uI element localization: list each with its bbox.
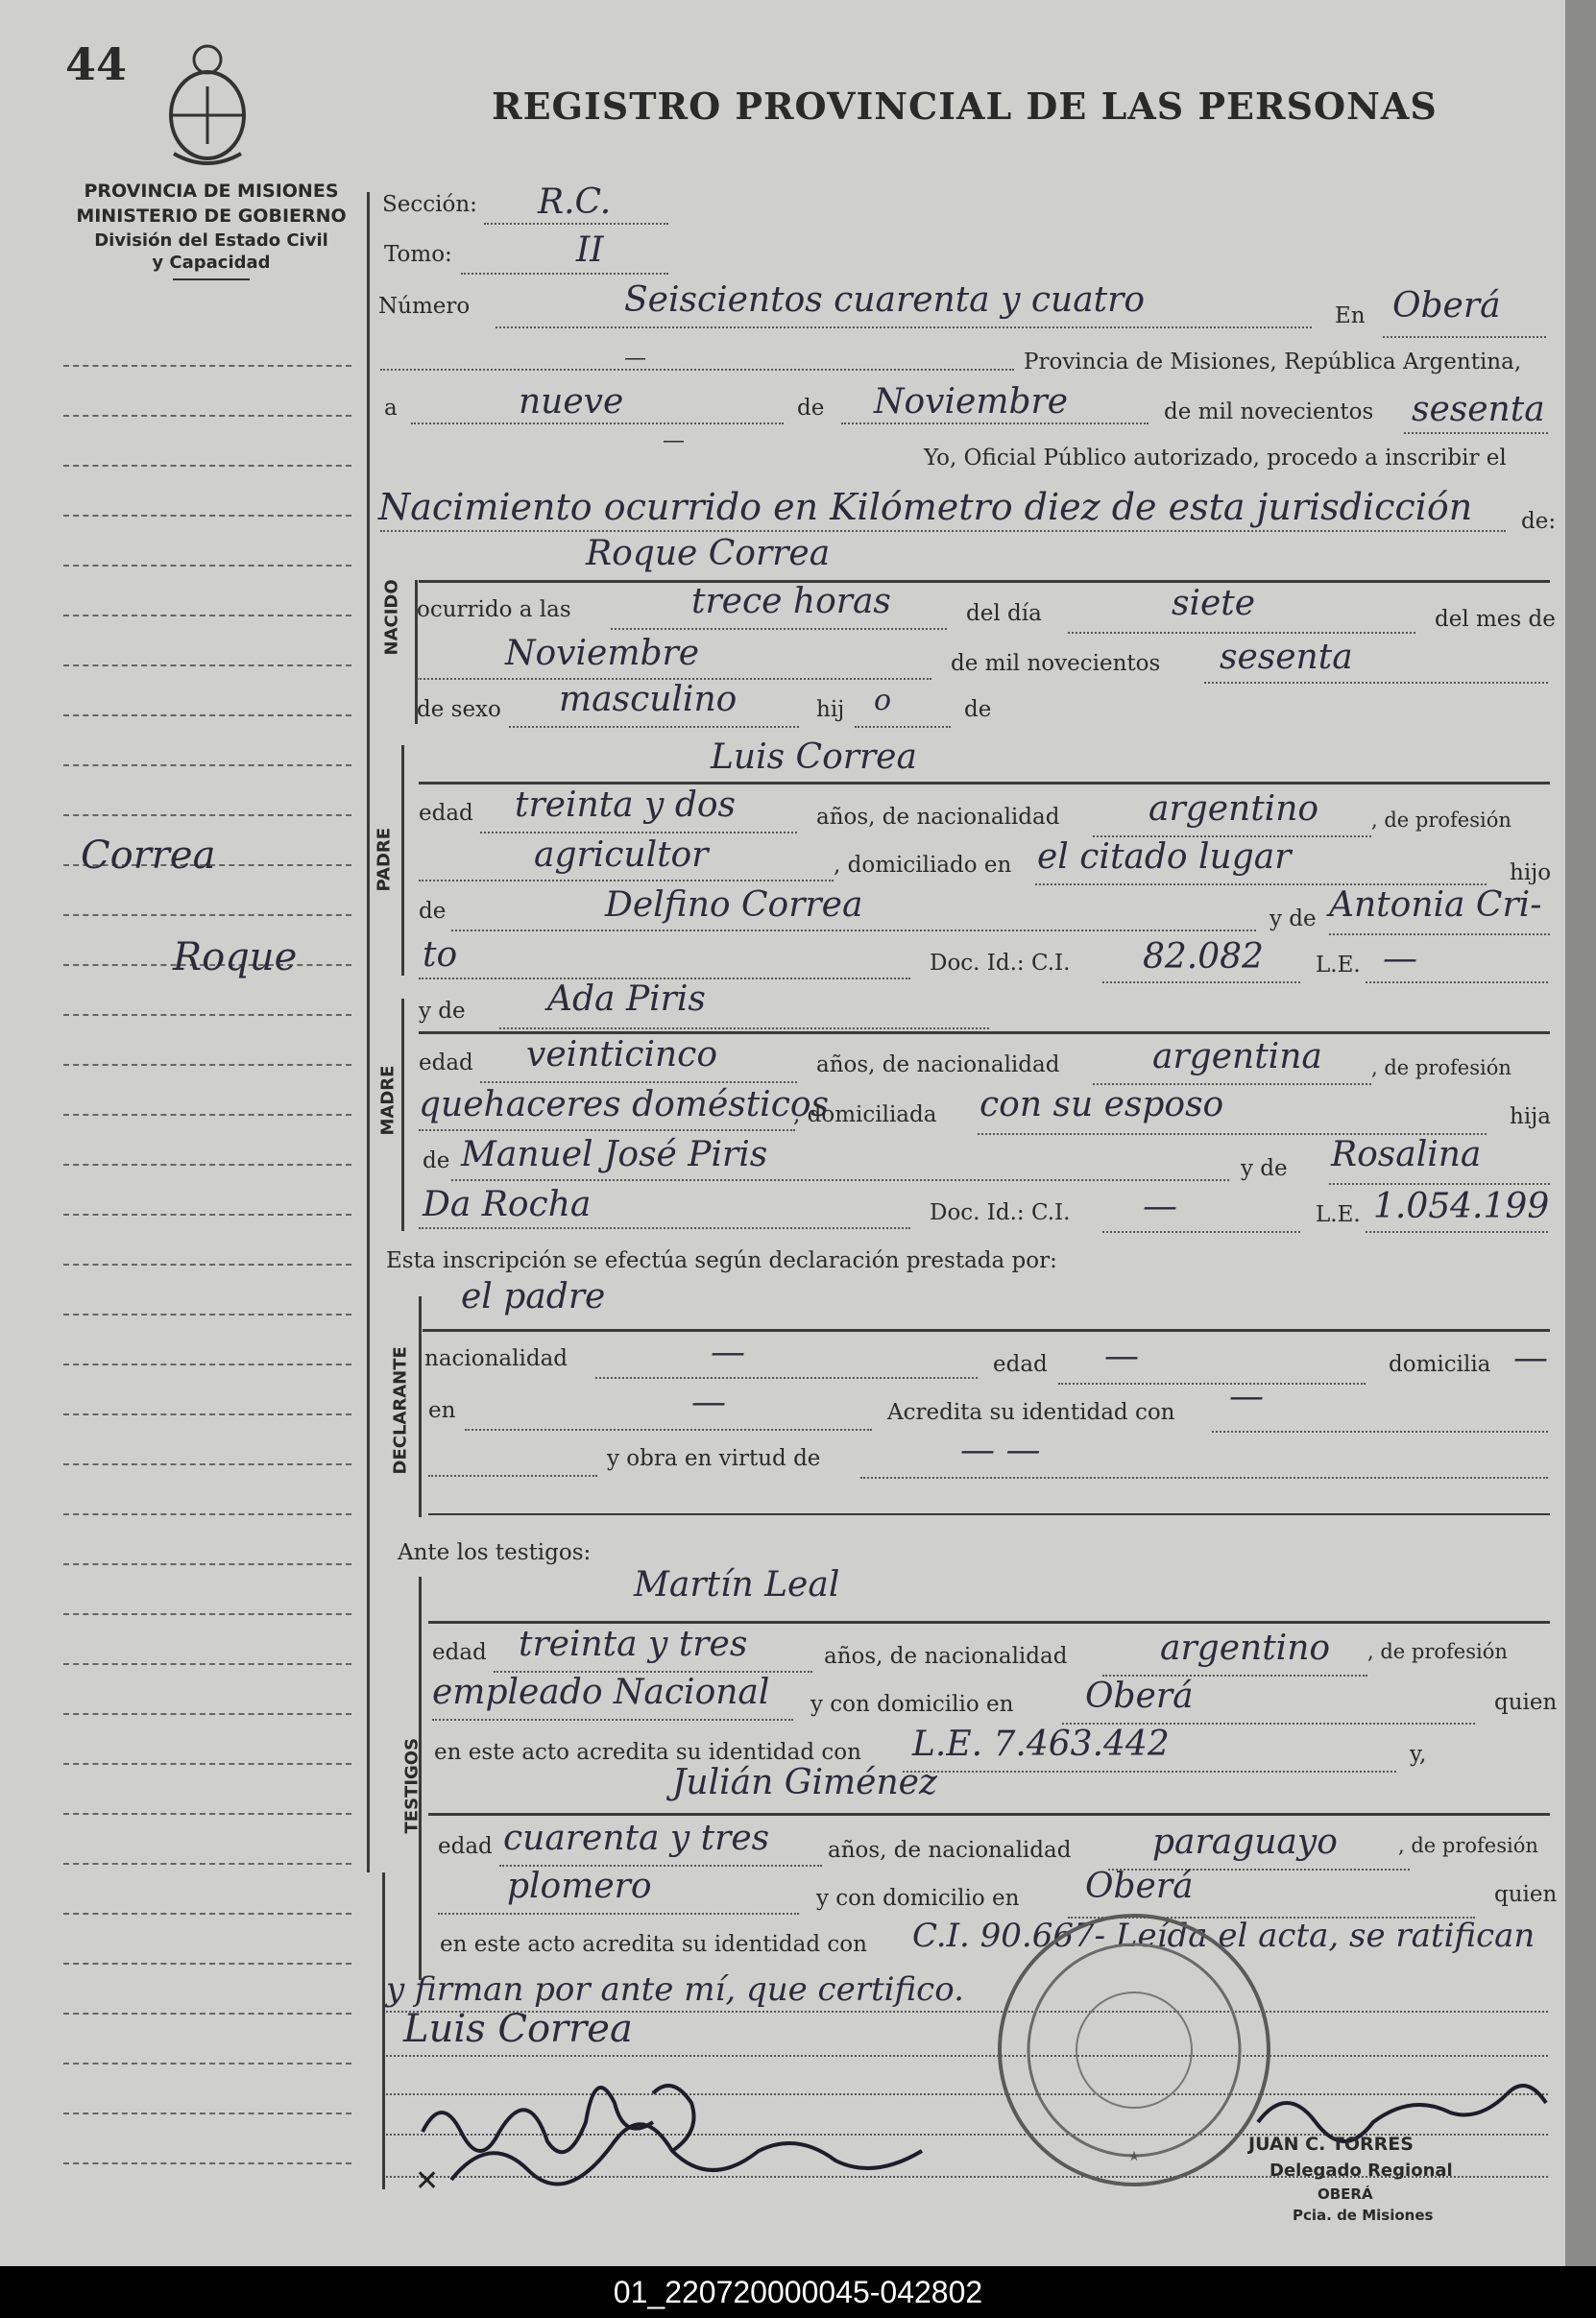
value-dia-inscripcion: nueve: [519, 382, 624, 422]
margin-line: [63, 1014, 351, 1016]
signature-father: Luis Correa: [403, 2007, 633, 2051]
label-dec-obra: y obra en virtud de: [607, 1446, 821, 1471]
margin-line: [63, 2113, 351, 2114]
label-t1-quien: quien: [1494, 1690, 1558, 1715]
value-padre-nac: argentino: [1149, 789, 1319, 829]
value-anio-inscripcion: sesenta: [1412, 390, 1545, 429]
scan-id: 01_220720000045-042802: [613, 2275, 983, 2309]
issuer-line-1: PROVINCIA DE MISIONES: [84, 181, 339, 202]
label-padre-domiciliado: , domiciliado en: [834, 853, 1012, 878]
label-dec-acredita: Acredita su identidad con: [887, 1400, 1175, 1425]
label-dec-domicilia: domicilia: [1389, 1352, 1491, 1377]
label-del-mes: del mes de: [1435, 607, 1556, 632]
witness-signatures: [413, 2074, 1008, 2199]
margin-line: [63, 1264, 351, 1266]
label-t1-domicilio: y con domicilio en: [810, 1692, 1014, 1717]
value-nombre-nacido: Roque Correa: [586, 534, 831, 573]
margin-line: [63, 2162, 351, 2164]
value-t2-edad: cuarenta y tres: [503, 1819, 770, 1858]
section-nacido: NACIDO: [381, 579, 402, 656]
value-padre-edad: treinta y dos: [515, 785, 737, 825]
label-de-mil-2: de mil novecientos: [951, 651, 1161, 676]
label-t2-quien: quien: [1494, 1882, 1558, 1907]
label-madre-de: de: [423, 1148, 450, 1173]
label-madre-y-de-2: y de: [1241, 1156, 1288, 1181]
label-padre-edad: edad: [419, 801, 473, 826]
value-mes-inscripcion: Noviembre: [874, 382, 1069, 422]
star-mark: ✕: [415, 2164, 440, 2198]
label-padre-doc: Doc. Id.: C.I.: [930, 951, 1071, 976]
value-madre-madre-cont: Da Rocha: [423, 1185, 592, 1224]
margin-line: [63, 1413, 351, 1415]
label-t1-edad: edad: [432, 1640, 487, 1665]
margin-line: [63, 1963, 351, 1965]
value-madre-padre: Manuel José Piris: [461, 1135, 768, 1174]
value-anio-nac: sesenta: [1220, 638, 1353, 677]
label-t2-edad: edad: [438, 1834, 493, 1859]
dash-1: —: [624, 346, 646, 371]
value-declarante: el padre: [461, 1277, 606, 1316]
label-t2-profesion: , de profesión: [1398, 1834, 1538, 1857]
value-tomo: II: [576, 230, 604, 270]
margin-line: [63, 1563, 351, 1565]
stamp-name: JUAN C. TORRES: [1248, 2134, 1414, 2155]
value-sexo: masculino: [559, 680, 738, 719]
margin-given-name: Roque: [173, 935, 298, 979]
label-t1-y: y,: [1410, 1742, 1427, 1767]
value-padre-nombre: Luis Correa: [711, 737, 917, 777]
label-de: de: [797, 396, 825, 421]
left-divider: [367, 192, 370, 1872]
section-declarante: DECLARANTE: [390, 1346, 411, 1475]
value-mes-nac: Noviembre: [505, 634, 700, 673]
label-padre-profesion: , de profesión: [1371, 809, 1511, 832]
label-madre-domiciliada: , domiciliada: [793, 1102, 937, 1127]
issuer-header: [58, 181, 365, 280]
label-a: a: [384, 396, 398, 421]
margin-line: [63, 914, 351, 916]
value-madre-edad: veinticinco: [526, 1035, 718, 1074]
value-dec-dom: —: [1513, 1339, 1548, 1378]
label-t2-anos: años, de nacionalidad: [828, 1838, 1072, 1863]
label-padre-de: de: [419, 899, 447, 924]
label-dec-en: en: [428, 1398, 456, 1423]
value-dec-obra: — —: [960, 1431, 1041, 1470]
margin-line: [63, 1813, 351, 1815]
margin-line: [63, 1214, 351, 1216]
label-madre-doc: Doc. Id.: C.I.: [930, 1200, 1071, 1225]
label-provincia: Provincia de Misiones, República Argentina,: [1024, 350, 1522, 374]
page-number: 44: [65, 38, 128, 90]
section-testigos: TESTIGOS: [401, 1737, 423, 1834]
value-numero: Seiscientos cuarenta y cuatro: [624, 280, 1146, 320]
value-t2-prof: plomero: [507, 1867, 652, 1906]
document-title: REGISTRO PROVINCIAL DE LAS PERSONAS: [492, 85, 1438, 128]
value-padre-le: —: [1383, 939, 1417, 978]
margin-line: [63, 814, 351, 816]
margin-line: [63, 1314, 351, 1316]
value-madre-dom: con su esposo: [979, 1085, 1224, 1124]
value-en: Oberá: [1392, 286, 1501, 326]
value-horas: trece horas: [691, 582, 891, 621]
label-del-dia: del día: [966, 601, 1042, 626]
issuer-line-2: MINISTERIO DE GOBIERNO: [76, 205, 347, 227]
label-padre-anos: años, de nacionalidad: [816, 805, 1060, 830]
label-padre-hijo: hijo: [1510, 860, 1552, 885]
margin-line: [63, 664, 351, 666]
value-padre-madre-cont: to: [423, 935, 458, 975]
value-padre-ci: 82.082: [1143, 937, 1264, 977]
label-en: En: [1335, 303, 1366, 328]
label-t2-domicilio: y con domicilio en: [816, 1886, 1020, 1911]
value-dec-acredita: —: [1229, 1377, 1264, 1416]
label-dec-edad: edad: [993, 1352, 1048, 1377]
value-padre-madre: Antonia Cri-: [1329, 885, 1542, 925]
official-seal: [985, 1901, 1283, 2199]
margin-line: [63, 1713, 351, 1715]
svg-text:★: ★: [1127, 2149, 1141, 2164]
value-t2-nac: paraguayo: [1152, 1823, 1338, 1862]
stamp-place: OBERÁ: [1318, 2185, 1373, 2203]
label-madre-anos: años, de nacionalidad: [816, 1052, 1060, 1077]
margin-surname: Correa: [81, 833, 216, 878]
label-de-colon: de:: [1521, 509, 1557, 534]
label-de-2: de: [964, 697, 992, 722]
coat-of-arms-icon: [159, 38, 255, 173]
label-numero: Número: [378, 294, 471, 319]
label-t1-anos: años, de nacionalidad: [824, 1644, 1068, 1669]
section-madre: MADRE: [377, 1065, 399, 1136]
value-padre-padre: Delfino Correa: [605, 885, 863, 925]
value-cierre: y firman por ante mí, que certifico.: [386, 1970, 964, 2009]
issuer-line-3: División del Estado Civil: [94, 230, 328, 251]
value-dec-edad: —: [1104, 1337, 1139, 1376]
value-dia-nac: siete: [1172, 584, 1256, 623]
label-padre-y-de: y de: [1270, 906, 1317, 931]
margin-line: [63, 415, 351, 417]
margin-line: [63, 1164, 351, 1166]
margin-line: [63, 365, 351, 367]
value-testigo-2: Julián Giménez: [672, 1763, 937, 1802]
label-ocurrido: ocurrido a las: [417, 597, 571, 622]
margin-line: [63, 764, 351, 766]
margin-line: [63, 1114, 351, 1116]
label-padre-le: L.E.: [1316, 953, 1361, 978]
issuer-line-4: y Capacidad: [152, 253, 271, 273]
value-t1-dom: Oberá: [1085, 1677, 1194, 1716]
value-madre-prof: quehaceres domésticos: [419, 1085, 830, 1124]
value-t2-dom: Oberá: [1085, 1867, 1194, 1906]
stamp-role: Delegado Regional: [1270, 2161, 1453, 2181]
value-padre-prof: agricultor: [534, 835, 709, 875]
value-t1-prof: empleado Nacional: [432, 1673, 770, 1712]
value-madre-nac: argentina: [1152, 1037, 1322, 1076]
label-t1-acredita: en este acto acredita su identidad con: [434, 1740, 861, 1765]
margin-line: [63, 1663, 351, 1665]
margin-line: [63, 1064, 351, 1066]
label-hij: hij: [816, 697, 845, 722]
value-t1-nac: argentino: [1160, 1629, 1331, 1668]
label-de-mil: de mil novecientos: [1164, 399, 1374, 424]
value-madre-nombre: Ada Piris: [547, 979, 706, 1019]
margin-line: [63, 1863, 351, 1865]
label-inscripcion: Esta inscripción se efectúa según declaración prestada por:: [386, 1248, 1057, 1273]
value-dec-en: —: [691, 1383, 726, 1422]
label-madre-profesion: , de profesión: [1371, 1056, 1511, 1079]
value-madre-ci: —: [1143, 1187, 1177, 1226]
margin-line: [63, 1613, 351, 1615]
value-hij-suffix: o: [874, 684, 892, 717]
value-hecho: Nacimiento ocurrido en Kilómetro diez de esta jurisdicción: [378, 486, 1473, 528]
margin-line: [63, 465, 351, 467]
value-t1-edad: treinta y tres: [519, 1625, 748, 1664]
label-t1-profesion: , de profesión: [1367, 1640, 1508, 1663]
label-dec-nacionalidad: nacionalidad: [424, 1346, 568, 1371]
page-edge: [1565, 0, 1596, 2266]
margin-line: [63, 2013, 351, 2015]
label-tomo: Tomo:: [384, 242, 452, 267]
margin-line: [63, 1513, 351, 1515]
scan-id-bar: [0, 2266, 1596, 2318]
value-t1-doc: L.E. 7.463.442: [912, 1725, 1170, 1764]
value-madre-madre: Rosalina: [1331, 1135, 1482, 1174]
label-oficial: Yo, Oficial Público autorizado, procedo a inscribir el: [924, 446, 1507, 471]
margin-line: [63, 1364, 351, 1365]
margin-line: [63, 565, 351, 567]
stamp-province: Pcia. de Misiones: [1293, 2207, 1434, 2224]
margin-line: [63, 714, 351, 716]
margin-line: [63, 2063, 351, 2064]
margin-line: [63, 515, 351, 517]
label-t2-acredita: en este acto acredita su identidad con: [440, 1932, 867, 1957]
label-madre-y-de: y de: [419, 999, 466, 1024]
label-seccion: Sección:: [382, 192, 477, 217]
left-divider-lower: [382, 1872, 385, 2189]
section-padre: PADRE: [374, 827, 395, 892]
label-madre-le: L.E.: [1316, 1202, 1361, 1227]
value-padre-dom: el citado lugar: [1037, 837, 1292, 877]
label-madre-edad: edad: [419, 1050, 473, 1075]
label-de-sexo: de sexo: [417, 697, 501, 722]
dash-2: —: [663, 428, 685, 453]
margin-line: [63, 615, 351, 616]
margin-line: [63, 1913, 351, 1915]
value-madre-le: 1.054.199: [1373, 1187, 1550, 1226]
value-t2-doc: C.I. 90.667- Leída el acta, se ratifican: [912, 1917, 1536, 1955]
value-dec-nac: —: [711, 1333, 745, 1372]
margin-line: [63, 1763, 351, 1765]
value-testigo-1: Martín Leal: [634, 1565, 840, 1605]
label-ante: Ante los testigos:: [398, 1540, 592, 1565]
margin-line: [63, 1463, 351, 1465]
value-seccion: R.C.: [538, 182, 612, 222]
label-madre-hija: hija: [1510, 1104, 1552, 1129]
